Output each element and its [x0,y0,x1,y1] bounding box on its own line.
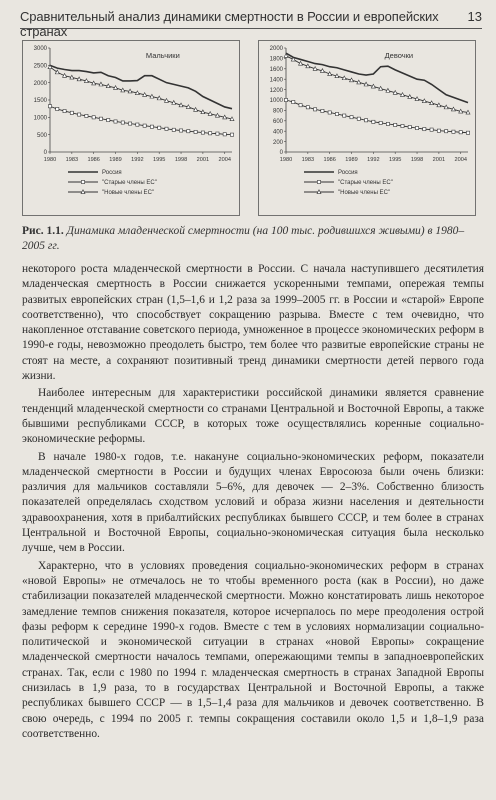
data-point-square [92,116,95,119]
data-point-square [314,108,317,111]
data-point-square [452,130,455,133]
data-point-square [321,109,324,112]
data-point-square [56,107,59,110]
x-tick-label: 2001 [196,157,210,163]
legend-label: Россия [102,170,122,177]
y-tick-label: 1800 [269,56,283,63]
running-header [20,8,482,39]
data-point-square [430,128,433,131]
legend-marker-square [317,180,320,183]
data-point-square [284,98,287,101]
data-point-square [63,109,66,112]
y-tick-label: 200 [272,139,283,146]
y-tick-label: 2500 [33,63,47,70]
data-point-square [78,113,81,116]
y-tick-label: 600 [272,119,283,125]
figure-caption [22,224,480,254]
legend-marker-square [81,180,84,183]
data-point-square [223,133,226,136]
x-tick-label: 1998 [410,157,424,163]
paragraph: Наиболее интересным для характеристики российской динамики является сравнение тенденций младенческой смертности со странами Центральной и Восточной Европы, а также бывшими республиками СССР, в которых тоже осуществлялись коренные социально-экономические реформы. [22,387,484,446]
x-tick-label: 2001 [432,157,446,163]
data-point-square [292,100,295,103]
data-point-square [394,123,397,126]
data-point-square [459,131,462,134]
x-tick-label: 1986 [87,157,100,163]
data-point-square [114,120,117,123]
data-point-square [357,117,360,120]
series-line [50,67,232,119]
legend-label: Россия [338,170,358,177]
data-point-square [179,129,182,132]
caption-text: Динамика младенческой смертности (на 100 тыс. родившихся живыми) в 1980–2005 гг. [22,225,465,252]
caption-label: Рис. 1.1. [22,225,64,237]
y-tick-label: 2000 [269,46,283,53]
data-point-square [230,133,233,136]
data-point-triangle [55,70,59,74]
data-point-square [165,127,168,130]
series-line [286,53,468,102]
data-point-square [209,132,212,135]
y-tick-label: 0 [279,150,283,157]
data-point-square [299,104,302,107]
y-tick-label: 1000 [269,98,283,105]
x-tick-label: 1989 [109,157,122,163]
data-point-square [48,105,51,108]
y-tick-label: 800 [272,108,283,115]
chart-boys [22,40,240,216]
legend-label: "Новые члены ЕС" [338,190,391,197]
data-point-square [143,124,146,127]
data-point-square [306,106,309,109]
legend-label: "Старые члены ЕС" [102,180,157,187]
x-tick-label: 1995 [152,157,166,163]
data-point-square [401,124,404,127]
chart-girls [258,40,476,216]
data-point-square [107,119,110,122]
data-point-square [350,116,353,119]
data-point-square [99,117,102,120]
chart-title: Девочки [384,51,414,60]
y-tick-label: 2000 [33,80,47,87]
y-tick-label: 1000 [33,115,47,122]
series-line [286,100,468,133]
data-point-square [136,123,139,126]
data-point-square [194,130,197,133]
y-tick-label: 500 [36,132,47,139]
data-point-square [70,111,73,114]
x-tick-label: 1983 [65,157,79,163]
y-tick-label: 400 [272,129,283,136]
data-point-square [466,131,469,134]
paragraph: некоторого роста младенческой смертности в России. С начала наступившего десятилетия младенческая смертность в России снижается ускоренными темпами, опережая темпы развитых европейских стран (1,5–1,6 и 1,2 раза за 1999–2005 гг. в России и «старой» Европе соответственно), что способствует сокращению разрыва. Вместе с тем очевидно, что накопленное отставание советского периода, умноженное в процессе экономических реформ в 1990-е годы, невозможно преодолеть быстро, тем более что развитые европейские страны не стоят на месте, а сохраняют позитивный тренд динамики смертности детей первого года жизни. [22,263,484,383]
x-tick-label: 1980 [279,157,293,163]
chart-title: Мальчики [145,51,180,60]
data-point-square [415,126,418,129]
y-tick-label: 1200 [269,87,283,94]
data-point-square [379,121,382,124]
data-point-square [328,111,331,114]
running-title: Сравнительный анализ динамики смертности в России и европейских странах [20,9,439,39]
data-point-square [158,126,161,129]
paragraph: В начале 1980-х годов, т.е. накануне социально-экономических реформ, показатели младенческой смертности в России и будущих членах Евросоюза были очень близки: различия для мальчиков составляли 5–6%, для девочек — 2–3%. Собственно близость показателей определялась сходством условий и образа жизни населения и деятельности здравоохранения, хотя в прибалтийских республиках бывшего СССР, и тем более в странах Центральной и Восточной Европы, социально-экономическая ситуация была несколько лучше, чем в России. [22,450,484,555]
data-point-square [335,112,338,115]
data-point-square [423,128,426,131]
data-point-square [445,130,448,133]
x-tick-label: 1998 [174,157,188,163]
x-tick-label: 1992 [367,157,380,163]
data-point-square [372,120,375,123]
x-tick-label: 1992 [131,157,144,163]
y-tick-label: 1600 [269,67,283,73]
y-tick-label: 0 [43,150,47,157]
body-text [22,262,484,742]
data-point-square [172,128,175,131]
data-point-square [408,125,411,128]
y-tick-label: 1500 [33,98,47,105]
data-point-square [216,132,219,135]
page-number: 13 [467,9,482,24]
data-point-square [187,130,190,133]
x-tick-label: 1980 [43,157,57,163]
y-tick-label: 1400 [269,77,283,84]
data-point-square [437,129,440,132]
x-tick-label: 1995 [388,157,402,163]
series-line [50,106,232,134]
data-point-square [343,114,346,117]
data-point-square [121,121,124,124]
y-tick-label: 3000 [33,46,47,53]
chart-girls-svg [258,40,476,216]
legend-label: "Старые члены ЕС" [338,180,393,187]
paragraph: Характерно, что в условиях проведения социально-экономических реформ в странах «новой Европы» не отмечалось не то чтобы временного роста (как в России), но даже стабилизации показателей младенческой смертности. Можно констатировать лишь некоторое замедление темпов снижения показателя, которое исчерпалось по мере преодоления острой фазы реформ к середине 1990-х годов. Вместе с тем в условиях нормализации социально-политической и экономической ситуации в странах «новой Европы» сокращение младенческой смертности началось темпами, опережающими темпы в западноевропейских странах. Так, если с 1980 по 1994 г. младенческая смертность в странах Западной Европы снизилась в 1,9 раза, то в государствах Центральной и Восточной Европы, а также республиках бывшего СССР — в 1,5–1,4 раза для мальчиков и девочек соответственно. В свою очередь, с 1994 по 2005 г. темпы сокращения составили около 1,5 и 1,8–1,9 раза соответственно. [22,559,484,740]
x-tick-label: 1989 [345,157,358,163]
data-point-square [364,119,367,122]
series-line [50,65,232,108]
x-tick-label: 1983 [301,157,315,163]
legend-label: "Новые члены ЕС" [102,190,155,197]
data-point-square [128,122,131,125]
x-tick-label: 2004 [454,157,467,163]
chart-boys-svg [22,40,240,216]
series-line [286,56,468,113]
x-tick-label: 2004 [218,157,231,163]
data-point-square [386,122,389,125]
x-tick-label: 1986 [323,157,336,163]
data-point-square [201,131,204,134]
data-point-square [85,114,88,117]
data-point-square [150,125,153,128]
